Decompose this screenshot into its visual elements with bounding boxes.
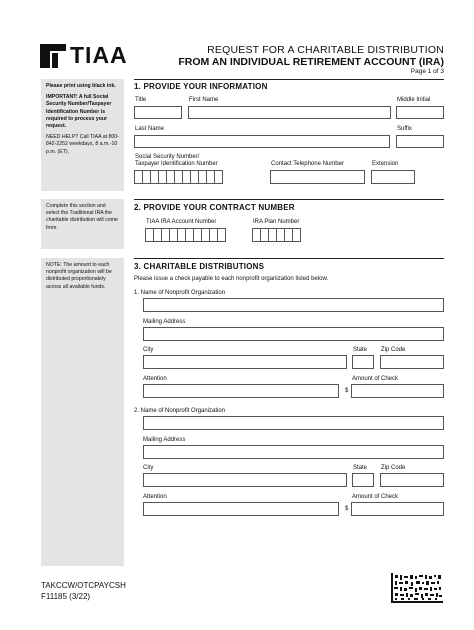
form-title-line1: REQUEST FOR A CHARITABLE DISTRIBUTION	[207, 44, 444, 56]
last-name-label: Last Name	[135, 126, 165, 132]
tiaa-logo	[40, 42, 128, 69]
tiaa-logo-icon	[40, 44, 66, 68]
section3-instruction: Please issue a check payable to each nonprofit organization listed below.	[134, 276, 329, 282]
org1-mailing-label: Mailing Address	[143, 319, 186, 325]
org2-mailing-field[interactable]	[143, 445, 444, 459]
ira-account-label: TIAA IRA Account Number	[146, 219, 217, 225]
org2-state-label: State	[353, 465, 368, 471]
middle-initial-field[interactable]	[396, 106, 444, 119]
section1-heading: 1. PROVIDE YOUR INFORMATION	[134, 82, 268, 91]
org2-zip-label: Zip Code	[381, 465, 406, 471]
org1-attention-label: Attention	[143, 376, 167, 382]
phone-field[interactable]	[270, 170, 365, 184]
org2-mailing-label: Mailing Address	[143, 437, 186, 443]
org2-city-label: City	[143, 465, 154, 471]
title-label: Title	[135, 97, 147, 103]
middle-initial-label: Middle Initial	[397, 97, 431, 103]
org1-city-field[interactable]	[143, 355, 347, 369]
section2-heading: 2. PROVIDE YOUR CONTRACT NUMBER	[134, 203, 295, 212]
sidebar-instructions	[41, 79, 124, 191]
org1-zip-label: Zip Code	[381, 347, 406, 353]
org1-attention-field[interactable]	[143, 384, 339, 398]
org1-mailing-field[interactable]	[143, 327, 444, 341]
form-code: TAKCCW/OTCPAYCSH	[41, 581, 126, 590]
suffix-label: Suffix	[397, 126, 412, 132]
org1-dollar-sign: $	[345, 388, 349, 394]
org2-attention-label: Attention	[143, 494, 167, 500]
important-note: IMPORTANT: A full Social Security Number/Taxpayer Identification Number is required to process your request.	[46, 94, 112, 130]
ira-plan-field[interactable]	[252, 228, 300, 242]
section3-heading: 3. CHARITABLE DISTRIBUTIONS	[134, 262, 265, 271]
barcode-icon	[391, 573, 443, 603]
section3-rule	[134, 258, 444, 259]
org1-name-field[interactable]	[143, 298, 444, 312]
page-indicator: Page 1 of 3	[410, 68, 444, 75]
first-name-field[interactable]	[188, 106, 391, 119]
form-title-line2: FROM AN INDIVIDUAL RETIREMENT ACCOUNT (IRA)	[178, 56, 444, 68]
org1-name-label: 1. Name of Nonprofit Organization	[134, 290, 226, 296]
org1-zip-field[interactable]	[380, 355, 444, 369]
ssn-label-line2: Taxpayer Identification Number	[135, 161, 218, 167]
suffix-field[interactable]	[396, 135, 444, 148]
org2-city-field[interactable]	[143, 473, 347, 487]
org2-attention-field[interactable]	[143, 502, 339, 516]
ira-plan-label: IRA Plan Number	[253, 219, 300, 225]
org2-name-field[interactable]	[143, 416, 444, 430]
form-number: F11185 (3/22)	[41, 592, 91, 601]
org1-state-label: State	[353, 347, 368, 353]
section1-rule	[134, 79, 444, 80]
contract-note: Complete this section and select the Traditional IRA the charitable distribution will come from.	[46, 203, 118, 231]
first-name-label: First Name	[189, 97, 219, 103]
org2-amount-field[interactable]	[351, 502, 444, 516]
org2-zip-field[interactable]	[380, 473, 444, 487]
distribution-note: NOTE: The amount to each nonprofit organization will be distributed proportionately across all available funds.	[46, 262, 112, 290]
ssn-field[interactable]	[134, 170, 222, 184]
org2-amount-label: Amount of Check	[352, 494, 399, 500]
ink-instruction: Please print using black ink.	[46, 83, 116, 89]
help-note: NEED HELP? Call TIAA at 800-842-2252 weekdays, 8 a.m.-10 p.m. (ET).	[46, 134, 119, 155]
sidebar-contract-note	[41, 199, 124, 249]
org2-name-label: 2. Name of Nonprofit Organization	[134, 408, 226, 414]
extension-field[interactable]	[371, 170, 415, 184]
org1-amount-label: Amount of Check	[352, 376, 399, 382]
org1-state-field[interactable]	[352, 355, 374, 369]
phone-label: Contact Telephone Number	[271, 161, 344, 167]
ira-account-field[interactable]	[145, 228, 225, 242]
section2-rule	[134, 199, 444, 200]
last-name-field[interactable]	[134, 135, 390, 148]
sidebar-distribution-note	[41, 258, 124, 566]
org2-state-field[interactable]	[352, 473, 374, 487]
title-field[interactable]	[134, 106, 182, 119]
org2-dollar-sign: $	[345, 506, 349, 512]
logo-text: TIAA	[70, 42, 128, 68]
org1-city-label: City	[143, 347, 154, 353]
org1-amount-field[interactable]	[351, 384, 444, 398]
ssn-label-line1: Social Security Number/	[135, 154, 200, 160]
extension-label: Extension	[372, 161, 399, 167]
